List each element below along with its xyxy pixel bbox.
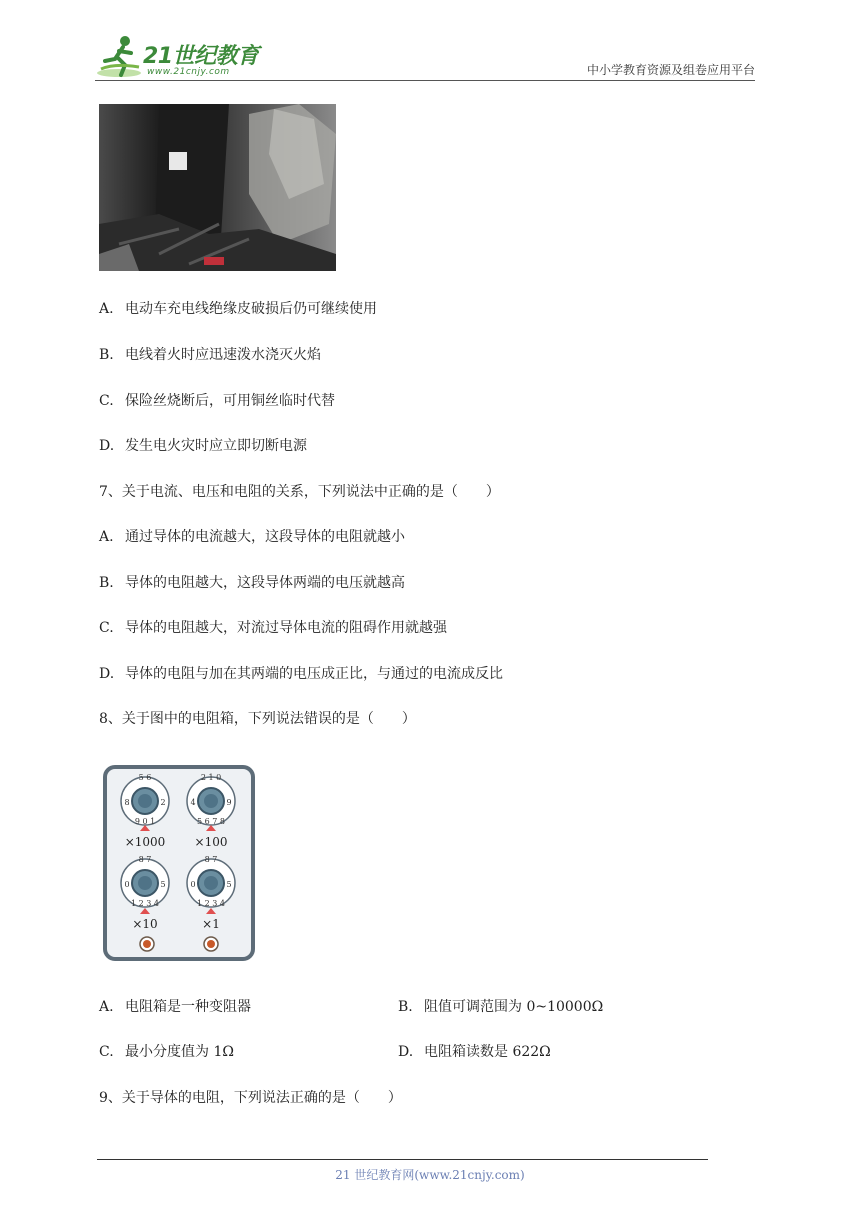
terminal-left-icon [140,937,154,951]
option-text: 电阻箱是一种变阻器 [125,999,251,1015]
svg-text:5: 5 [160,880,166,889]
svg-text:8 7: 8 7 [204,855,218,864]
q9-stem: 9、关于导体的电阻，下列说法正确的是（ ） [99,1090,402,1106]
q8-option-b [398,998,603,1016]
option-label: A. [99,529,114,545]
page-header [0,0,860,90]
option-text: 电动车充电线绝缘皮破损后仍可继续使用 [125,301,377,317]
option-text: 导体的电阻与加在其两端的电压成正比，与通过的电流成反比 [125,666,503,682]
logo-text: 21世纪教育 [143,44,259,69]
svg-text:2 1 0: 2 1 0 [200,773,222,782]
footer-source: 21 世纪教育网(www.21cnjy.com) [335,1168,525,1182]
logo-url: www.21cnjy.com [147,67,230,77]
svg-text:2: 2 [160,798,166,807]
option-label: D. [99,666,115,682]
q7-option-a [99,528,405,546]
svg-text:0: 0 [124,880,130,889]
option-text: 发生电火灾时应立即切断电源 [125,438,307,454]
q8-option-d [398,1043,551,1061]
fire-damage-photo [99,104,336,271]
q6-option-a [99,300,377,318]
q7-option-b [99,574,405,592]
option-label: C. [99,620,114,636]
q7-stem: 7、关于电流、电压和电阻的关系，下列说法中正确的是（ ） [99,484,500,500]
svg-text:9 0 1: 9 0 1 [134,817,156,826]
q8-option-a [99,998,251,1016]
q6-option-c [99,392,335,410]
option-label: A. [99,301,114,317]
svg-text:0: 0 [190,880,196,889]
option-label: D. [99,438,115,454]
svg-text:4: 4 [190,798,196,807]
option-text: 通过导体的电流越大，这段导体的电阻就越小 [125,529,405,545]
option-label: C. [99,393,114,409]
svg-text:9: 9 [226,798,232,807]
header-divider [95,80,755,81]
q8-stem: 8、关于图中的电阻箱，下列说法错误的是（ ） [99,711,416,727]
svg-text:5 6 7 8: 5 6 7 8 [197,817,225,826]
option-text: 电线着火时应迅速泼水浇灭火焰 [125,347,321,363]
option-label: B. [398,999,413,1015]
header-platform-text: 中小学教育资源及组卷应用平台 [586,63,755,77]
option-label: B. [99,575,114,591]
dial-label-x10: ×10 [132,917,158,931]
option-text: 最小分度值为 1Ω [125,1044,234,1060]
svg-text:1 2 3 4: 1 2 3 4 [131,899,159,908]
option-label: D. [398,1044,414,1060]
option-label: A. [99,999,114,1015]
q7-option-c [99,619,447,637]
dial-label-x1: ×1 [202,917,220,931]
svg-text:8: 8 [124,798,130,807]
svg-text:1 2 3 4: 1 2 3 4 [197,899,225,908]
dial-label-x100: ×100 [194,835,228,849]
resistance-box-figure [103,765,255,961]
option-label: C. [99,1044,114,1060]
svg-text:5: 5 [226,880,232,889]
option-text: 导体的电阻越大，这段导体两端的电压就越高 [125,575,405,591]
q6-option-b [99,346,321,364]
q7-option-d [99,665,503,683]
option-label: B. [99,347,114,363]
runner-logo-icon [95,33,143,81]
q8-option-c [99,1043,234,1061]
terminal-right-icon [204,937,218,951]
logo [95,33,265,83]
option-text: 导体的电阻越大，对流过导体电流的阻碍作用就越强 [125,620,447,636]
dial-label-x1000: ×1000 [124,835,166,849]
option-text: 电阻箱读数是 622Ω [424,1044,551,1060]
svg-text:5 6: 5 6 [138,773,152,782]
option-text: 阻值可调范围为 0~10000Ω [424,999,604,1015]
footer-divider [97,1159,708,1160]
q6-option-d [99,437,307,455]
option-text: 保险丝烧断后，可用铜丝临时代替 [125,393,335,409]
svg-text:8 7: 8 7 [138,855,152,864]
